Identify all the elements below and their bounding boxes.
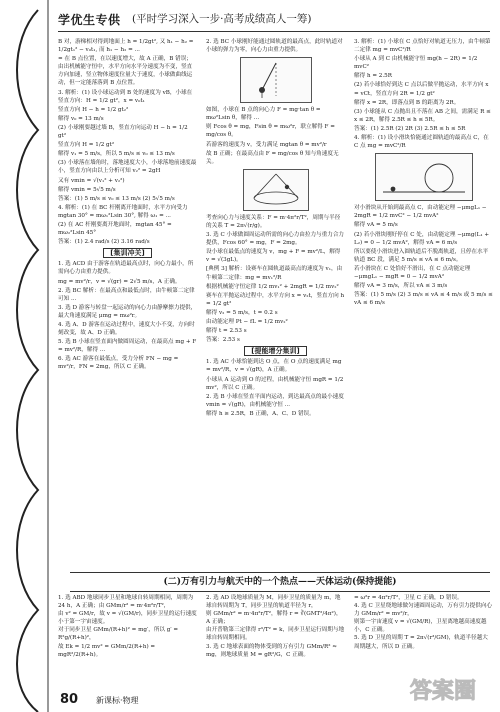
answer-text: 5. 选 B 小球在竖直面内做圆周运动，在最高点 mg + F = mv²/R，解得 ... [58, 339, 197, 354]
answer-text: 4. 选 C 卫星绕地球做匀速圆周运动，万有引力提供向心力 GMm/r² = mv²/r， [354, 603, 493, 618]
answer-text: 答案：(1) 5 m/s ≤ v₀ ≤ 13 m/s (2) 5√5 m/s [58, 195, 175, 202]
answer-text: 解得 vmin = 5√5 m/s [58, 186, 116, 193]
column-middle [206, 38, 345, 568]
answer-text: 3. 解析：(1) 小球在 C 点恰好对轨道无压力，由牛顿第二定律 mg = mvC²/R [354, 39, 491, 54]
answer-text: 1. 选 AC 小球恰能到达 O 点，在 O 点的速度满足 mg = mv²/R，v = √(gR)，A 正确。 [206, 359, 342, 374]
answer-text: 对小滑块从开始到最高点 C，由动能定理 −μmgL₁ − 2mgR = 1/2 mvC² − 1/2 mvA² [354, 205, 487, 220]
answer-text: 若小滑块在 C 处恰好不滑出，在 C 点动能定理 −μmgL₁ − mgR = 0 − 1/2 mvA² [354, 265, 471, 280]
header-rule [58, 31, 490, 32]
answer-text: 则 Fcos θ = mg，Fsin θ = mω²r，联立解得 F = mg/cos θ。 [206, 124, 335, 139]
answer-text: 6. 选 AC 游客在最低点，受力分析 FN − mg = mv²/r，FN = 2mg，所以 C 正确。 [58, 356, 179, 371]
answer-text: [典例 3] 解析：设赛车在圆轨道最高点的速度为 v₁，由牛顿第二定律：mg = mv₁²/R [206, 266, 343, 281]
footer [0, 690, 500, 712]
column-left [58, 38, 197, 568]
answer-text: 设小球在最低点的速度为 v，mg + F = mv²/L，解得 v = √(3gL)。 [206, 249, 341, 264]
answer-text: 故 B 正确；在最高点由 F = mg/cos θ 知与角速度无关。 [206, 150, 339, 165]
bottom-column-right [354, 594, 493, 682]
answer-text: 解得 t = 2.53 s [206, 328, 247, 335]
answer-text: 解得 h = 2.5R [354, 73, 392, 80]
answer-text: 答案：(1) 5 m/s (2) 3 m/s ≤ vA ≤ 4 m/s 或 5 m/s ≤ vA ≤ 6 m/s [354, 292, 493, 307]
answer-text: 解得 v₁ = 5 m/s，所以 5 m/s ≤ v₀ ≤ 13 m/s [58, 151, 175, 158]
answer-text: 4. 解析：(1) 在 BC 杆刚离开地面时，水平方向受力 mgtan 30° = mω₁²Lsin 30°, 解得 ω₁ = ... [58, 204, 188, 219]
answer-text: mg = mv²/r，v = √(gr) = 2√5 m/s，A 正确。 [58, 278, 181, 285]
answer-text: 根据机械能守恒定律 1/2 mv₁² + 2mgR = 1/2 mv₂² [206, 283, 339, 290]
answer-text: (3) 小球落在墙角时，落地速度大小，小球落地前速度最小，竖直方向由以上分析可知 v₂² = 2gH [58, 160, 197, 175]
answer-text: (2) 在 AC 杆刚要离开地面时，mgtan 45° = mω₂²Lsin 45° [58, 221, 172, 237]
answer-text: (2) 若小滑块刚好停在 C 处，由动能定理 −μmg(L₁ + L₂) = 0 − 1/2 mvA²，解得 vA = 6 m/s [354, 231, 490, 246]
answer-text: = ω²r = 4π²r/T²，卫星 C 正确，D 错误。 [354, 595, 463, 601]
answer-text: 3. 解析：(1) 设小球运动到 B 处的速度为 vB，小球在竖直方向：H = 1/2 gt²，x = v₀t₁ [58, 89, 193, 104]
bottom-column-left [58, 594, 197, 682]
page-number: 80 [60, 692, 79, 707]
bottom-columns [58, 594, 493, 682]
answer-text: 故 Ek = 1/2 mv² = GMm/2(R+h) = mgR²/2(R+h)。 [58, 643, 156, 658]
answer-text: 赛车在平抛运动过程中，水平方向 x = v₂t，竖直方向 h = 1/2 gt² [206, 292, 345, 307]
answer-text: 所以要使小滑块进入圆轨道后不脱离轨道，且停在水平轨道 BC 段，满足 5 m/s ≤ vA ≤ 6 m/s。 [354, 248, 489, 263]
box-heading: [集训冲关] [58, 249, 197, 257]
answer-text: 3. 选 C 地球表面的物体受到的万有引力 GMm/R² ≈ mg，则地球质量 M = gR²/G，C 正确。 [206, 643, 337, 658]
answer-text: 3. 选 D 游客与转盘一起运动的向心力由静摩擦力提供，最大角速度满足 μmg = mω²r。 [58, 304, 197, 319]
answer-text: 若游客的速度为 v，受力满足 mgtan θ = mv²/r [206, 141, 327, 148]
figure-cone [243, 169, 309, 211]
answer-text: 如图，小球在 B 点的向心力 F = mg·tan θ = mω²Lsin θ，解得 ... [206, 107, 321, 122]
answer-text: 又有 vmin = √(v₁² + v₂²) [58, 177, 125, 184]
answer-text: 答案：2.53 s [206, 337, 240, 344]
answer-columns [58, 38, 493, 568]
spiral-binding [0, 0, 50, 712]
answer-text: = 在 B 点位置，在以速度增大，故 A 正确，B 错误；由出机械能守恒中，水平方向水平分速度为不变，竖直方向加速，竖立物体速度位量大于速度，小球做曲线运动，但一定能落落到 B 点位置。 [58, 56, 193, 87]
answer-text: 考查向心力与速度关系：F = m·4π²r/T²，周期与半径的关系 T = 2π√(r/g)。 [206, 214, 341, 229]
figure-loop-track [375, 153, 473, 201]
figure-pendulum [240, 57, 312, 103]
series-title: 学优生专供 [58, 13, 121, 27]
answer-text: 解得 x = 2R，即落点到 B 的距离为 2R。 [354, 99, 460, 106]
bottom-column-middle [206, 594, 345, 682]
answer-text: 1. 选 ABD 地球同步卫星和地球自转周期相同，周期为 24 h，A 正确；由 GMm/r² = m·4π²r/T²， [58, 595, 194, 610]
answer-text: 3. 选 C 小球做圆周运动所需的向心力由拉力与重力合力提供，Fcos 60° = mg，F = 2mg。 [206, 232, 345, 247]
answer-text: (3) 小球能从 C 点抛出且不落在 AB 之间，需满足 R ≤ x ≤ 2R，解得 2.5R ≤ h ≤ 5R。 [354, 108, 491, 123]
answer-text: B 对，游梯相对得到地面上 h = 1/2gt², 又 h₁ − h₂ = 1/2gt₁² − v₀t₁, 而 h₁ − h₂ = ... [58, 39, 194, 54]
footer-label: 新课标·物理 [96, 696, 139, 705]
answer-text: 2. 选 AD 设地球质量为 M，同步卫星的质量为 m，地球自转周期为 T，同步卫星的轨道半径为 r， [206, 595, 341, 610]
answer-text: 1. 选 ACD 由于游客在轨道最高点时，向心力最小，所需向心力由重力提供。 [58, 261, 194, 276]
answer-text: 4. 选 A、D 游客在运动过程中，速度大小不变，方向时刻改变，故 A、D 正确。 [58, 322, 195, 337]
answer-text: 解得 v₂ = 5 m/s，t = 0.2 s [206, 309, 278, 316]
header [0, 0, 500, 34]
figure-diagram [247, 172, 305, 208]
answer-text: 解得 v₀ = 13 m/s [58, 115, 104, 122]
answer-text: 解得 h ≥ 2.5R，B 正确，A、C、D 错误。 [206, 410, 315, 417]
answer-text: 解得 vA = 5 m/s [354, 222, 398, 229]
answer-text: 5. 选 D 卫星的周期 T = 2π√(r³/GM)，轨道半径越大周期越大，所以 D 正确。 [354, 635, 488, 650]
answer-text: 2. 选 B 小球在竖直平面内运动，到达最高点的最小速度 vmin = √(gR)，由机械能守恒 ... [206, 393, 344, 408]
answer-text: 答案：(1) 2.4 rad/s (2) 3.16 rad/s [58, 239, 150, 246]
section-title: (二)万有引力与航天中的一个热点——天体运动(保持提能) [70, 572, 490, 592]
answer-text: 小球从 A 到 C 由机械能守恒 mg(h − 2R) = 1/2 mvC² [354, 56, 478, 71]
answer-text: 对于同步卫星 GMm/(R+h)² = mg′，所以 g′ = R²g/(R+h)²， [58, 627, 179, 642]
answer-text: 由开普勒第三定律得 r³/T² = k，同步卫星运行周期与地球自转周期相同。 [206, 627, 345, 642]
column-right [354, 38, 493, 568]
answer-text: 答案：(1) 2.5R (2) 2R (3) 2.5R ≤ h ≤ 5R [354, 125, 466, 132]
figure-diagram [379, 156, 469, 198]
box-heading: [提能增分集训] [206, 347, 345, 355]
answer-text: 竖直方向 H − h = 1/2 gt₂² [58, 106, 129, 113]
answer-text: (2) 小球刚要越过墙 B，竖直方向运动 H − h = 1/2 gt² [58, 124, 188, 140]
figure-diagram [244, 60, 308, 100]
answer-text: (2) 若小球恰好到达 C 点以后做平抛运动，水平方向 x = vCt，竖直方向 2R = 1/2 gt² [354, 82, 489, 97]
answer-text: 解得 vA = 3 m/s，所以 vA ≤ 3 m/s [354, 283, 448, 290]
series-slogan: (平时学习深入一步·高考成绩高人一筹) [132, 13, 312, 25]
answer-text: 由动能定理 Pt − fL = 1/2 mv₂² [206, 318, 288, 325]
watermark-text: 答案圈 [409, 679, 477, 704]
answer-text: 竖直方向 H = 1/2 gt² [58, 142, 115, 149]
answer-text: 2. 选 BC 解析：在最高点和最低点时，由牛顿第二定律可知 ... [58, 287, 195, 302]
answer-text: 4. 解析：(1) 设小滑块恰能通过圆轨道的最高点 C，在 C 点 mg = mvC²/R [354, 135, 489, 150]
answer-text: 2. 选 BC 小球刚好能通过圆轨道的最高点，此时轨道对小球的弹力为零，向心力由重力提供。 [206, 39, 343, 54]
answer-text: 则 GMm/r² = m·4π²r/T²，解得 r = ∛(GMT²/4π²)，A 正确； [206, 611, 342, 626]
answer-text: 由 v² = GM/r，故 v = √(GM/r)，同步卫星的运行速度小于第一宇宙速度。 [58, 611, 197, 626]
answer-text: 则第一宇宙速度 v = √(GM/R)，卫星离地越高速度越小，C 正确。 [354, 619, 487, 634]
answer-text: 小球从 A 运动到 O 的过程，由机械能守恒 mgR = 1/2 mv²，所以 C 正确。 [206, 376, 344, 391]
